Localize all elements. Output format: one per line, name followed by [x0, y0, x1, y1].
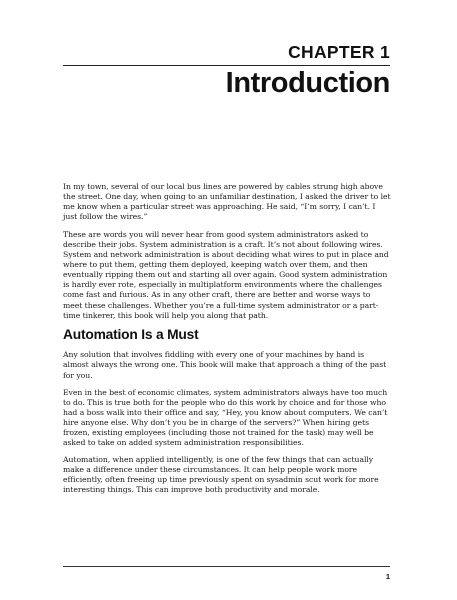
footer-divider — [63, 566, 390, 567]
chapter-title: Introduction — [225, 67, 390, 99]
chapter-divider — [63, 65, 390, 66]
chapter-label: CHAPTER 1 — [288, 42, 390, 62]
intro-paragraph: In my town, several of our local bus lines are powered by cables strung high above the street. One day, when going to an unfamiliar destination, I asked the driver to let me know when a particular street was approaching. He said, “I’m sorry, I can’t. I just follow the wires.” — [63, 182, 391, 222]
section-heading: Automation Is a Must — [63, 326, 199, 342]
page-body — [63, 182, 391, 502]
section-paragraph: Automation, when applied intelligently, is one of the few things that can actually make a difference under these circumstances. It can help people work more efficiently, often freeing up time previously spent on sysadmin scut work for more interesting things. This can improve both productivity and morale. — [63, 454, 379, 494]
section-paragraph: Any solution that involves fiddling with every one of your machines by hand is almost always the wrong one. This book will make that approach a thing of the past for you. — [63, 350, 387, 380]
intro-paragraph: These are words you will never hear from good system administrators asked to describe their jobs. System administration is a craft. It’s not about following wires. System and network administration is about deciding what wires to put in place and where to put them, getting them deployed, keeping watch over them, and then eventually ripping them out and starting all over again. Good system administration is hardly ever rote, especially in multiplatform environments where the challenges come fast and furious. As in any other craft, there are better and worse ways to meet these challenges. Whether you’re a full-time system administrator or a part-time tinkerer, this book will help you along that path. — [63, 230, 389, 320]
page-number: 1 — [385, 572, 390, 581]
section-paragraph: Even in the best of economic climates, system administrators always have too much to do. This is true both for the people who do this work by choice and for those who had a boss walk into their office and say, “Hey, you know about computers. We can’t hire anyone else. Why don’t you be in charge of the servers?” When hiring gets frozen, existing employees (including those not trained for the task) may well be asked to take on added system administration responsibilities. — [63, 387, 388, 447]
